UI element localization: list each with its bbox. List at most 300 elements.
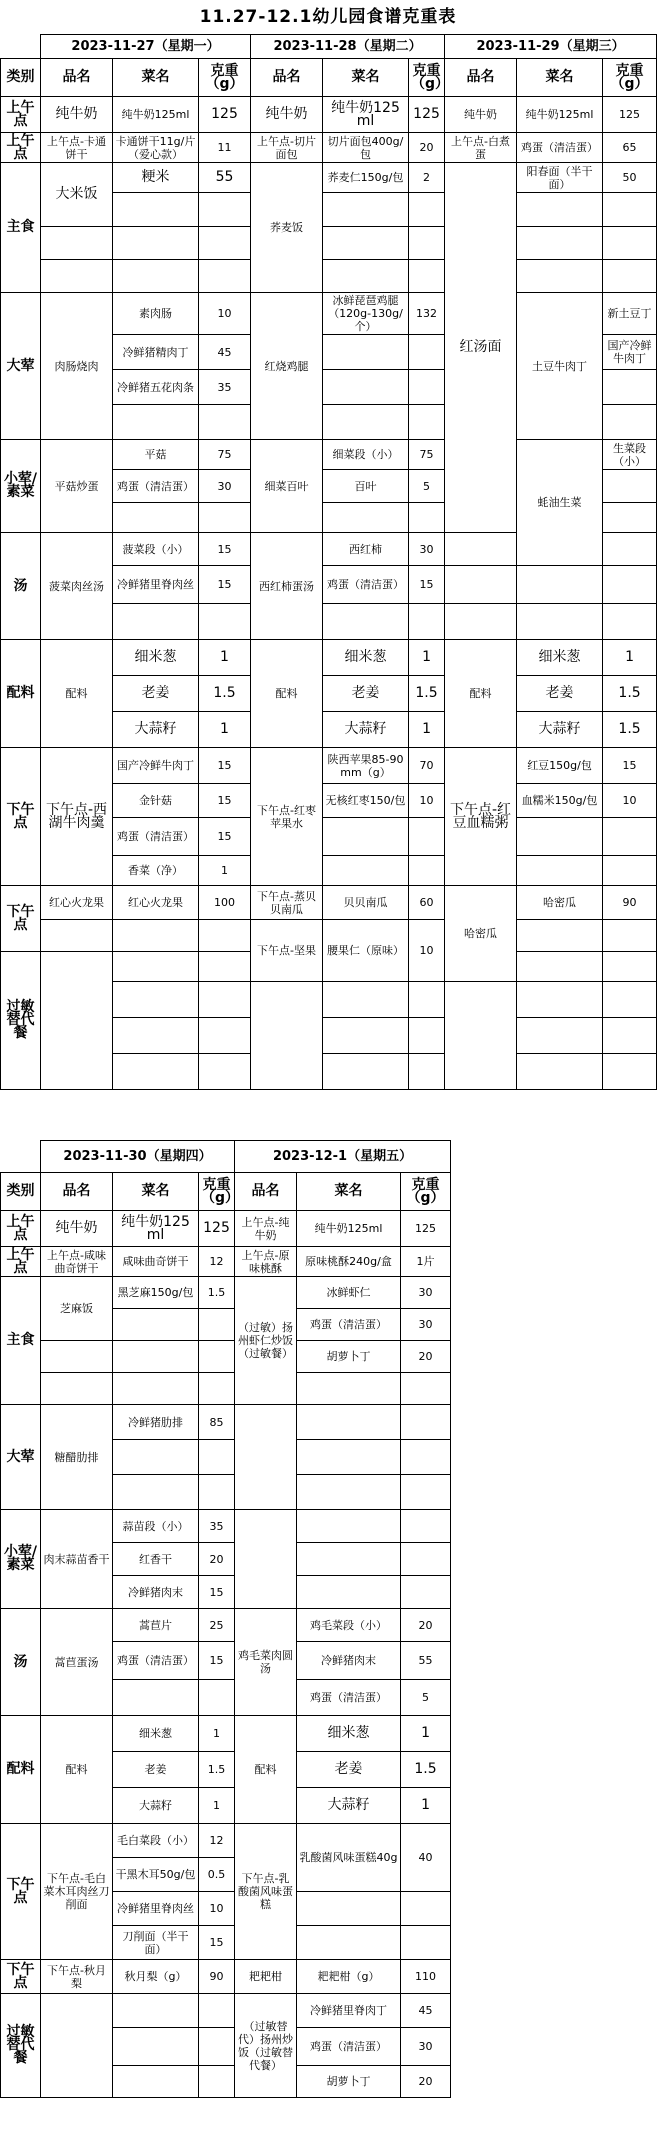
empty-cell [113,2066,199,2098]
col-header-weight: 克重（g） [401,1173,451,1211]
item-name: 乳酸菌风味蛋糕40g [297,1824,401,1892]
item-weight: 15 [199,818,251,856]
dish-name: 下午点-秋月梨 [41,1960,113,1994]
item-weight: 1片 [401,1247,451,1277]
item-name: 大蒜籽 [323,712,409,748]
empty-cell [445,982,517,1090]
empty-cell [113,193,199,227]
item-name: 百叶 [323,470,409,503]
item-name: 金针菇 [113,784,199,818]
empty-cell [251,982,323,1090]
item-weight: 110 [401,1960,451,1994]
item-name: 切片面包400g/包 [323,133,409,163]
item-name: 冷鲜猪里脊肉丁 [297,1994,401,2028]
category-seasoning: 配料 [1,1716,41,1824]
empty-cell [41,952,113,1090]
item-weight: 45 [401,1994,451,2028]
item-weight: 40 [401,1824,451,1892]
day-header-fri: 2023-12-1（星期五） [235,1141,451,1173]
item-weight: 1 [401,1788,451,1824]
empty-cell [409,604,445,640]
item-name: 细米葱 [113,1716,199,1752]
day-header-mon: 2023-11-27（星期一） [41,35,251,59]
item-weight: 15 [199,1926,235,1960]
empty-cell [235,1510,297,1609]
empty-cell [199,1680,235,1716]
empty-cell [517,1018,603,1054]
empty-cell [323,227,409,260]
item-weight: 90 [603,886,657,920]
empty-cell [401,1510,451,1543]
dish-name: 菠菜肉丝汤 [41,533,113,640]
item-name: 纯牛奶125ml [297,1211,401,1247]
dish-name: 耙耙柑 [235,1960,297,1994]
dish-name: 土豆牛肉丁 [517,293,603,440]
item-weight: 15 [409,566,445,604]
item-weight: 20 [401,2066,451,2098]
item-name: 大蒜籽 [297,1788,401,1824]
item-weight: 1 [409,712,445,748]
dish-name: 西红柿蛋汤 [251,533,323,640]
item-weight: 10 [603,784,657,818]
item-name: 大蒜籽 [113,712,199,748]
category-small-dish: 小荤/素菜 [1,1510,41,1609]
item-name: 大蒜籽 [517,712,603,748]
empty-cell [199,405,251,440]
col-header-item: 菜名 [113,59,199,97]
empty-cell [603,405,657,440]
item-name: 冷鲜猪五花肉条 [113,370,199,405]
empty-cell [517,227,603,260]
item-name: 耙耙柑（g） [297,1960,401,1994]
item-weight: 50 [603,163,657,193]
day-header-thu: 2023-11-30（星期四） [41,1141,235,1173]
empty-cell [409,856,445,886]
empty-cell [297,1576,401,1609]
item-name: 细米葱 [113,640,199,676]
item-name: 细米葱 [323,640,409,676]
dish-name: 蒿苣蛋汤 [41,1609,113,1716]
empty-cell [199,1309,235,1341]
item-name: 阳春面（半干面） [517,163,603,193]
dish-name: 纯牛奶 [41,97,113,133]
empty-cell [113,1309,199,1341]
empty-cell [401,1373,451,1405]
item-weight: 55 [199,163,251,193]
category-big-dish: 大荤 [1,293,41,440]
item-name: 无核红枣150/包 [323,784,409,818]
item-name: 鸡蛋（清洁蛋） [297,1680,401,1716]
item-name: 干黑木耳50g/包 [113,1858,199,1892]
empty-cell [199,2066,235,2098]
item-weight: 1 [603,640,657,676]
category-small-dish: 小荤/素菜 [1,440,41,533]
empty-cell [41,260,113,293]
item-weight: 75 [409,440,445,470]
empty-cell [113,982,199,1018]
dish-name: 下午点-乳酸菌风味蛋糕 [235,1824,297,1960]
item-name: 老姜 [113,676,199,712]
empty-cell [113,503,199,533]
col-header-weight: 克重（g） [409,59,445,97]
item-name: 红心火龙果 [113,886,199,920]
item-weight: 85 [199,1405,235,1440]
empty-cell [297,1405,401,1440]
dish-name: 红烧鸡腿 [251,293,323,440]
item-weight: 125 [603,97,657,133]
empty-cell [41,920,113,952]
empty-cell [409,1054,445,1090]
item-weight: 30 [409,533,445,566]
menu-table-week1 [0,34,657,1090]
empty-cell [199,503,251,533]
item-weight: 100 [199,886,251,920]
item-weight: 1.5 [603,712,657,748]
empty-cell [297,1543,401,1576]
empty-cell [113,1994,199,2028]
item-name: 纯牛奶125ml [113,97,199,133]
item-name: 冷鲜猪肉末 [113,1576,199,1609]
dish-name: （过敏替代）扬州炒饭（过敏替代餐） [235,1994,297,2098]
empty-cell [297,1510,401,1543]
item-weight: 125 [401,1211,451,1247]
dish-name: 蚝油生菜 [517,440,603,566]
empty-cell [409,370,445,405]
dish-name: 上午点-咸味曲奇饼干 [41,1247,113,1277]
empty-cell [323,856,409,886]
item-weight: 2 [409,163,445,193]
empty-cell [603,533,657,566]
empty-cell [113,405,199,440]
empty-cell [603,227,657,260]
empty-cell [409,1018,445,1054]
item-weight: 30 [401,2028,451,2066]
item-weight: 0.5 [199,1858,235,1892]
empty-cell [409,818,445,856]
empty-cell [409,503,445,533]
empty-cell [323,370,409,405]
item-weight: 15 [199,784,251,818]
empty-cell [409,405,445,440]
category-snack-am: 上午点 [1,1211,41,1247]
item-name: 秋月梨（g） [113,1960,199,1994]
col-header-item: 菜名 [517,59,603,97]
empty-cell [517,856,603,886]
item-name: 陕西苹果85-90mm（g） [323,748,409,784]
item-name: 红香干 [113,1543,199,1576]
item-name: 黑芝麻150g/包 [113,1277,199,1309]
item-name: 冰鲜虾仁 [297,1277,401,1309]
category-soup: 汤 [1,533,41,640]
item-weight: 12 [199,1824,235,1858]
empty-cell [113,1054,199,1090]
empty-cell [323,503,409,533]
col-header-dish: 品名 [41,1173,113,1211]
dish-name: 下午点-毛白菜木耳肉丝刀削面 [41,1824,113,1960]
corner-cell [1,35,41,59]
item-name: 粳米 [113,163,199,193]
empty-cell [113,260,199,293]
dish-name: 配料 [251,640,323,748]
dish-name: 红汤面 [445,163,517,533]
item-name: 香菜（净） [113,856,199,886]
dish-name: 芝麻饭 [41,1277,113,1341]
empty-cell [603,370,657,405]
item-weight: 20 [409,133,445,163]
category-seasoning: 配料 [1,640,41,748]
category-soup: 汤 [1,1609,41,1716]
corner-cell [1,1141,41,1173]
empty-cell [199,1373,235,1405]
item-name: 原味桃酥240g/盒 [297,1247,401,1277]
item-name: 卡通饼干11g/片（爱心款） [113,133,199,163]
empty-cell [409,193,445,227]
empty-cell [297,1440,401,1475]
empty-cell [235,1405,297,1510]
empty-cell [297,1373,401,1405]
dish-name: 红心火龙果 [41,886,113,920]
item-weight: 15 [199,566,251,604]
empty-cell [401,1440,451,1475]
dish-name: 纯牛奶 [251,97,323,133]
col-header-category: 类别 [1,59,41,97]
category-snack-pm: 下午点 [1,748,41,886]
dish-name: 下午点-蒸贝贝南瓜 [251,886,323,920]
col-header-dish: 品名 [235,1173,297,1211]
col-header-item: 菜名 [297,1173,401,1211]
dish-name: 肉肠烧肉 [41,293,113,440]
col-header-dish: 品名 [251,59,323,97]
item-name: 菠菜段（小） [113,533,199,566]
empty-cell [603,193,657,227]
empty-cell [603,503,657,533]
item-name: 冷鲜猪里脊肉丝 [113,1892,199,1926]
empty-cell [323,193,409,227]
category-snack-am: 上午点 [1,1247,41,1277]
item-weight: 1.5 [199,676,251,712]
dish-name: 下午点-红豆血糯粥 [445,748,517,886]
item-weight: 125 [199,97,251,133]
item-name: 纯牛奶125ml [517,97,603,133]
category-snack-pm: 下午点 [1,1824,41,1960]
item-weight: 35 [199,370,251,405]
item-weight: 30 [199,470,251,503]
empty-cell [517,566,603,604]
item-name: 蒿苣片 [113,1609,199,1642]
dish-name: 上午点-切片面包 [251,133,323,163]
item-weight: 1 [401,1716,451,1752]
empty-cell [323,405,409,440]
empty-cell [113,1680,199,1716]
empty-cell [199,2028,235,2066]
col-header-dish: 品名 [41,59,113,97]
empty-cell [603,1018,657,1054]
item-weight: 25 [199,1609,235,1642]
dish-name: 上午点-卡通饼干 [41,133,113,163]
col-header-item: 菜名 [113,1173,199,1211]
item-weight: 65 [603,133,657,163]
category-staple: 主食 [1,1277,41,1405]
empty-cell [113,1341,199,1373]
empty-cell [517,818,603,856]
col-header-weight: 克重（g） [199,59,251,97]
item-weight: 1 [199,640,251,676]
dish-name: 配料 [445,640,517,748]
empty-cell [323,1018,409,1054]
empty-cell [603,920,657,952]
dish-name: 哈密瓜 [445,886,517,982]
empty-cell [401,1926,451,1960]
item-name: 新土豆丁 [603,293,657,335]
item-weight: 35 [199,1510,235,1543]
empty-cell [113,952,199,982]
empty-cell [113,1440,199,1475]
item-name: 细米葱 [297,1716,401,1752]
day-header-tue: 2023-11-28（星期二） [251,35,445,59]
item-weight: 15 [199,1642,235,1680]
empty-cell [323,982,409,1018]
empty-cell [41,227,113,260]
empty-cell [603,1054,657,1090]
item-name: 胡萝卜丁 [297,2066,401,2098]
item-name: 胡萝卜丁 [297,1341,401,1373]
item-name: 老姜 [517,676,603,712]
empty-cell [603,260,657,293]
item-weight: 132 [409,293,445,335]
item-name: 鸡蛋（清洁蛋） [297,1309,401,1341]
empty-cell [409,227,445,260]
item-weight: 12 [199,1247,235,1277]
empty-cell [517,920,603,952]
category-allergy: 过敏替代餐 [1,952,41,1090]
item-weight: 11 [199,133,251,163]
item-name: 咸味曲奇饼干 [113,1247,199,1277]
item-name: 素肉肠 [113,293,199,335]
col-header-weight: 克重（g） [199,1173,235,1211]
category-staple: 主食 [1,163,41,293]
item-name: 老姜 [113,1752,199,1788]
empty-cell [603,566,657,604]
dish-name: 配料 [41,640,113,748]
item-weight: 5 [401,1680,451,1716]
item-weight: 30 [401,1277,451,1309]
item-weight: 1 [199,1788,235,1824]
empty-cell [323,1054,409,1090]
item-weight: 125 [409,97,445,133]
item-name: 纯牛奶125ml [323,97,409,133]
item-weight: 15 [603,748,657,784]
empty-cell [199,1341,235,1373]
dish-name: 平菇炒蛋 [41,440,113,533]
item-name: 国产冷鲜牛肉丁 [113,748,199,784]
empty-cell [199,260,251,293]
category-snack-pm: 下午点 [1,886,41,952]
item-weight: 75 [199,440,251,470]
dish-name: 下午点-西湖牛肉羹 [41,748,113,886]
item-weight: 1 [409,640,445,676]
page-title: 11.27-12.1幼儿园食谱克重表 [199,7,457,27]
item-weight: 5 [409,470,445,503]
empty-cell [401,1576,451,1609]
item-name: 鸡蛋（清洁蛋） [517,133,603,163]
empty-cell [517,952,603,982]
empty-cell [401,1405,451,1440]
empty-cell [199,982,251,1018]
empty-cell [401,1892,451,1926]
empty-cell [401,1475,451,1510]
empty-cell [409,260,445,293]
item-weight: 10 [409,784,445,818]
empty-cell [199,952,251,982]
col-header-category: 类别 [1,1173,41,1211]
item-weight: 125 [199,1211,235,1247]
dish-name: 细菜百叶 [251,440,323,533]
col-header-item: 菜名 [323,59,409,97]
empty-cell [199,193,251,227]
item-name: 冰鲜琵琶鸡腿（120g-130g/个） [323,293,409,335]
item-weight: 20 [401,1609,451,1642]
item-name: 纯牛奶125ml [113,1211,199,1247]
item-weight: 15 [199,533,251,566]
dish-name: 纯牛奶 [445,97,517,133]
dish-name: 糖醋肋排 [41,1405,113,1510]
item-name: 平菇 [113,440,199,470]
item-weight: 15 [199,1576,235,1609]
empty-cell [113,1475,199,1510]
dish-name: 上午点-纯牛奶 [235,1211,297,1247]
empty-cell [603,982,657,1018]
day-header-wed: 2023-11-29（星期三） [445,35,657,59]
empty-cell [603,952,657,982]
empty-cell [323,335,409,370]
dish-name: 配料 [41,1716,113,1824]
item-weight: 10 [199,1892,235,1926]
item-weight: 1.5 [603,676,657,712]
item-name: 冷鲜猪肋排 [113,1405,199,1440]
item-name: 大蒜籽 [113,1788,199,1824]
dish-name: 上午点-原味桃酥 [235,1247,297,1277]
col-header-dish: 品名 [445,59,517,97]
item-name: 细菜段（小） [323,440,409,470]
item-name: 鸡蛋（清洁蛋） [297,2028,401,2066]
empty-cell [199,1054,251,1090]
empty-cell [409,335,445,370]
item-weight: 90 [199,1960,235,1994]
empty-cell [199,1994,235,2028]
empty-cell [603,818,657,856]
item-name: 血糯米150g/包 [517,784,603,818]
item-name: 冷鲜猪肉末 [297,1642,401,1680]
category-allergy: 过敏替代餐 [1,1994,41,2098]
empty-cell [199,1018,251,1054]
dish-name: 下午点-坚果 [251,920,323,982]
item-name: 鸡蛋（清洁蛋） [113,1642,199,1680]
item-name: 刀削面（半干面） [113,1926,199,1960]
dish-name: （过敏）扬州虾仁炒饭（过敏餐） [235,1277,297,1405]
dish-name: 上午点-白煮蛋 [445,133,517,163]
item-weight: 20 [199,1543,235,1576]
item-weight: 55 [401,1642,451,1680]
empty-cell [445,566,517,604]
empty-cell [41,1994,113,2098]
item-name: 蒜苗段（小） [113,1510,199,1543]
item-name: 冷鲜猪里脊肉丝 [113,566,199,604]
empty-cell [113,227,199,260]
dish-name: 纯牛奶 [41,1211,113,1247]
empty-cell [113,604,199,640]
empty-cell [401,1543,451,1576]
empty-cell [517,604,603,640]
